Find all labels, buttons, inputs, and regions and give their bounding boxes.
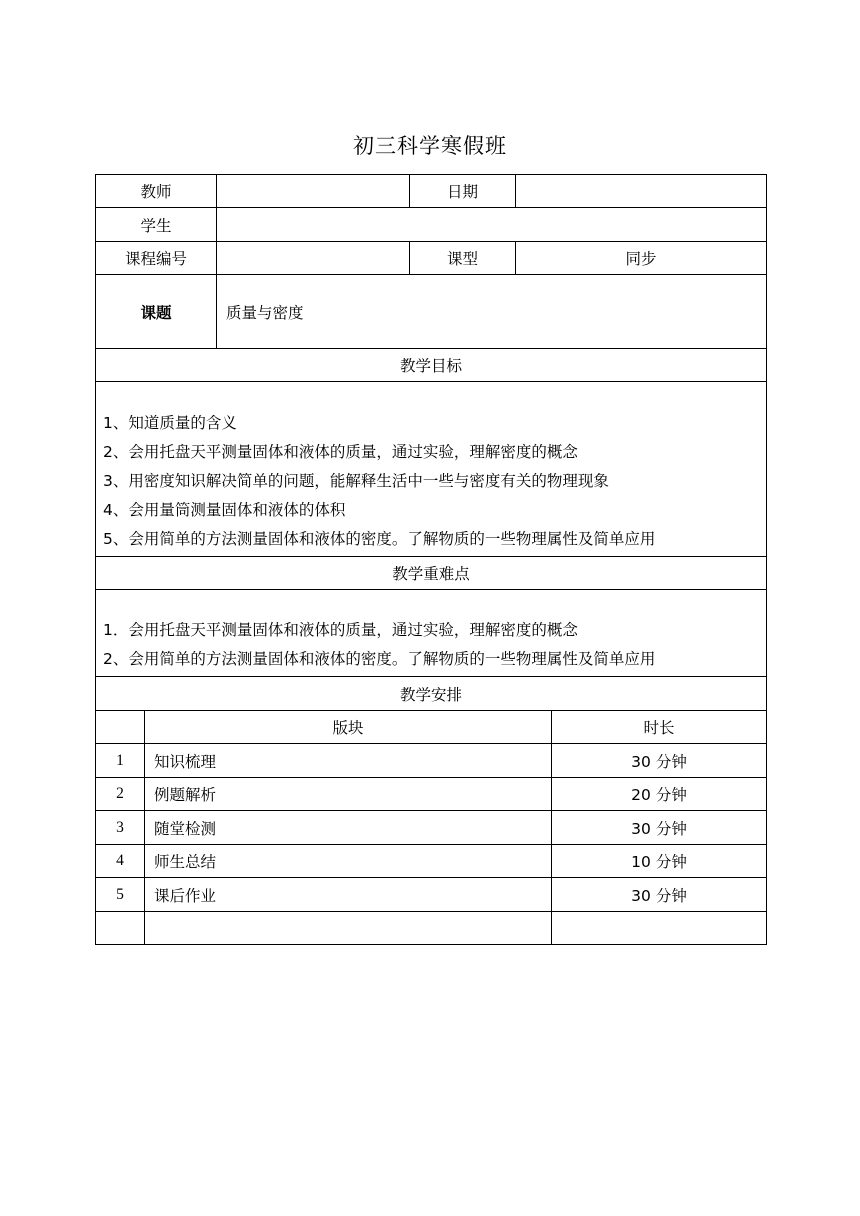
row-duration: 10 分钟: [552, 845, 767, 878]
page-title: 初三科学寒假班: [353, 134, 507, 158]
objectives-list: [96, 382, 767, 557]
table-row: [96, 744, 767, 778]
table-row: [96, 912, 767, 945]
column-header-section: 版块: [145, 711, 552, 744]
table-row: [96, 845, 767, 878]
teacher-value: [217, 175, 410, 208]
row-number: 4: [96, 845, 145, 878]
topic-label: 课题: [96, 275, 217, 349]
row-duration: 20 分钟: [552, 778, 767, 811]
row-section: 随堂检测: [145, 811, 552, 845]
arrangement-heading: 教学安排: [96, 677, 767, 711]
student-value: [217, 208, 767, 242]
row-section: 师生总结: [145, 845, 552, 878]
course-type-value: 同步: [516, 242, 767, 275]
objectives-heading: 教学目标: [96, 349, 767, 382]
objective-item: 1、知道质量的含义: [103, 414, 237, 432]
teacher-label: 教师: [96, 175, 217, 208]
table-row: [96, 778, 767, 811]
row-duration: 30 分钟: [552, 878, 767, 912]
row-number: 2: [96, 778, 145, 811]
objective-item: 4、会用量筒测量固体和液体的体积: [103, 501, 346, 519]
key-point-item: 2、会用简单的方法测量固体和液体的密度。了解物质的一些物理属性及简单应用: [103, 650, 656, 668]
row-section: [145, 912, 552, 945]
objective-item: 3、用密度知识解决简单的问题，能解释生活中一些与密度有关的物理现象: [103, 472, 609, 490]
date-value: [516, 175, 767, 208]
course-type-label: 课型: [410, 242, 516, 275]
table-row: [96, 811, 767, 845]
row-duration: 30 分钟: [552, 744, 767, 778]
column-header-duration: 时长: [552, 711, 767, 744]
arrangement-table: [95, 710, 767, 945]
row-duration: 30 分钟: [552, 811, 767, 845]
row-number: 3: [96, 811, 145, 845]
student-label: 学生: [96, 208, 217, 242]
objective-item: 5、会用简单的方法测量固体和液体的密度。了解物质的一些物理属性及简单应用: [103, 530, 656, 548]
table-row: [96, 878, 767, 912]
date-label: 日期: [410, 175, 516, 208]
objective-item: 2、会用托盘天平测量固体和液体的质量，通过实验，理解密度的概念: [103, 443, 578, 461]
key-point-item: 1．会用托盘天平测量固体和液体的质量，通过实验，理解密度的概念: [103, 621, 578, 639]
row-number: 5: [96, 878, 145, 912]
key-points-heading: 教学重难点: [96, 557, 767, 590]
row-number: [96, 912, 145, 945]
course-number-label: 课程编号: [96, 242, 217, 275]
key-points-list: [96, 590, 767, 677]
row-section: 知识梳理: [145, 744, 552, 778]
lesson-info-table: [95, 174, 767, 711]
row-duration: [552, 912, 767, 945]
header-number-cell: [96, 711, 145, 744]
row-section: 例题解析: [145, 778, 552, 811]
course-number-value: [217, 242, 410, 275]
row-number: 1: [96, 744, 145, 778]
row-section: 课后作业: [145, 878, 552, 912]
topic-value: 质量与密度: [217, 275, 767, 349]
